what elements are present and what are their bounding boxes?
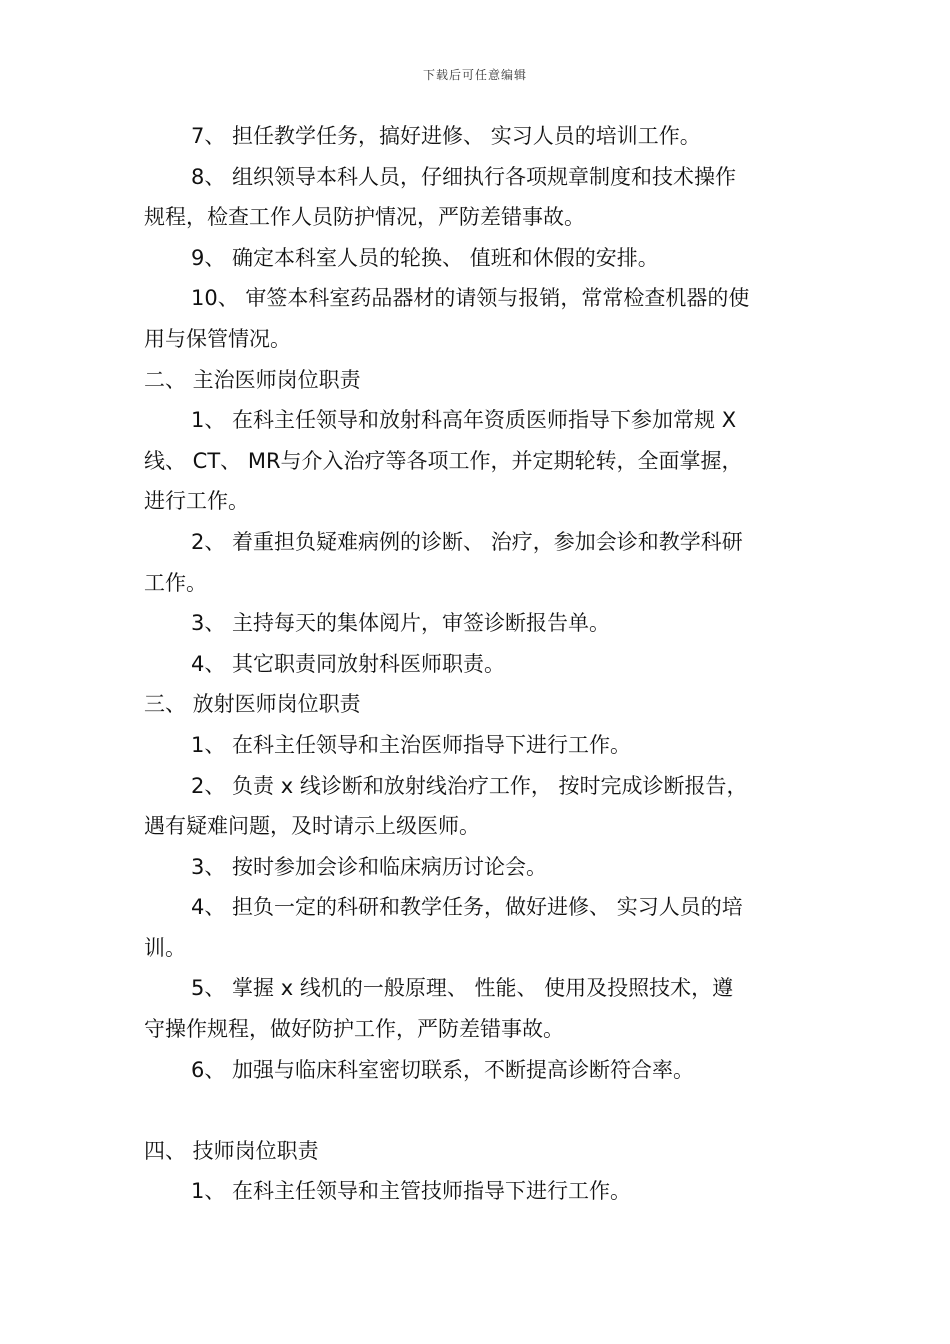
paragraph-line: 用与保管情况。: [144, 326, 291, 351]
paragraph-line: 2、 着重担负疑难病例的诊断、 治疗，参加会诊和教学科研: [191, 529, 743, 554]
paragraph-line: 1、 在科主任领导和放射科高年资质医师指导下参加常规 X: [191, 408, 737, 433]
paragraph-line: 9、 确定本科室人员的轮换、 值班和休假的安排。: [191, 245, 659, 270]
paragraph-line: 1、 在科主任领导和主管技师指导下进行工作。: [191, 1179, 632, 1204]
paragraph-line: 线、 CT、 MR与介入治疗等各项工作，并定期轮转，全面掌握，: [144, 448, 743, 473]
paragraph-line: 4、 担负一定的科研和教学任务，做好进修、 实习人员的培: [191, 895, 743, 920]
paragraph-line: 进行工作。: [144, 489, 249, 514]
document-body: [144, 116, 816, 1212]
paragraph-line: 规程，检查工作人员防护情况，严防差错事故。: [144, 205, 585, 230]
paragraph-line: 7、 担任教学任务，搞好进修、 实习人员的培训工作。: [191, 124, 701, 148]
paragraph-line: 工作。: [144, 570, 207, 595]
paragraph-line: 10、 审签本科室药品器材的请领与报销，常常检查机器的使: [191, 286, 750, 311]
paragraph-line: 守操作规程，做好防护工作，严防差错事故。: [144, 1017, 564, 1042]
paragraph-line: 1、 在科主任领导和主治医师指导下进行工作。: [191, 732, 632, 757]
paragraph-line: 遇有疑难问题，及时请示上级医师。: [144, 814, 480, 839]
paragraph-line: 3、 按时参加会诊和临床病历讨论会。: [191, 854, 548, 879]
paragraph-line: 训。: [144, 935, 186, 960]
page-header: 下载后可任意编辑: [422, 68, 527, 82]
paragraph-line: 8、 组织领导本科人员，仔细执行各项规章制度和技术操作: [191, 164, 737, 189]
paragraph-line: 5、 掌握 x 线机的一般原理、 性能、 使用及投照技术，遵: [191, 976, 734, 1001]
section-heading: 四、 技师岗位职责: [144, 1138, 319, 1163]
paragraph-line: 4、 其它职责同放射科医师职责。: [191, 651, 506, 676]
paragraph-line: 2、 负责 x 线诊断和放射线治疗工作， 按时完成诊断报告，: [191, 773, 748, 798]
paragraph-line: 6、 加强与临床科室密切联系，不断提高诊断符合率。: [191, 1057, 695, 1082]
section-heading: 三、 放射医师岗位职责: [144, 692, 361, 717]
paragraph-line: 3、 主持每天的集体阅片，审签诊断报告单。: [191, 611, 611, 636]
blank-line: [144, 1090, 816, 1131]
section-heading: 二、 主治医师岗位职责: [144, 367, 361, 392]
